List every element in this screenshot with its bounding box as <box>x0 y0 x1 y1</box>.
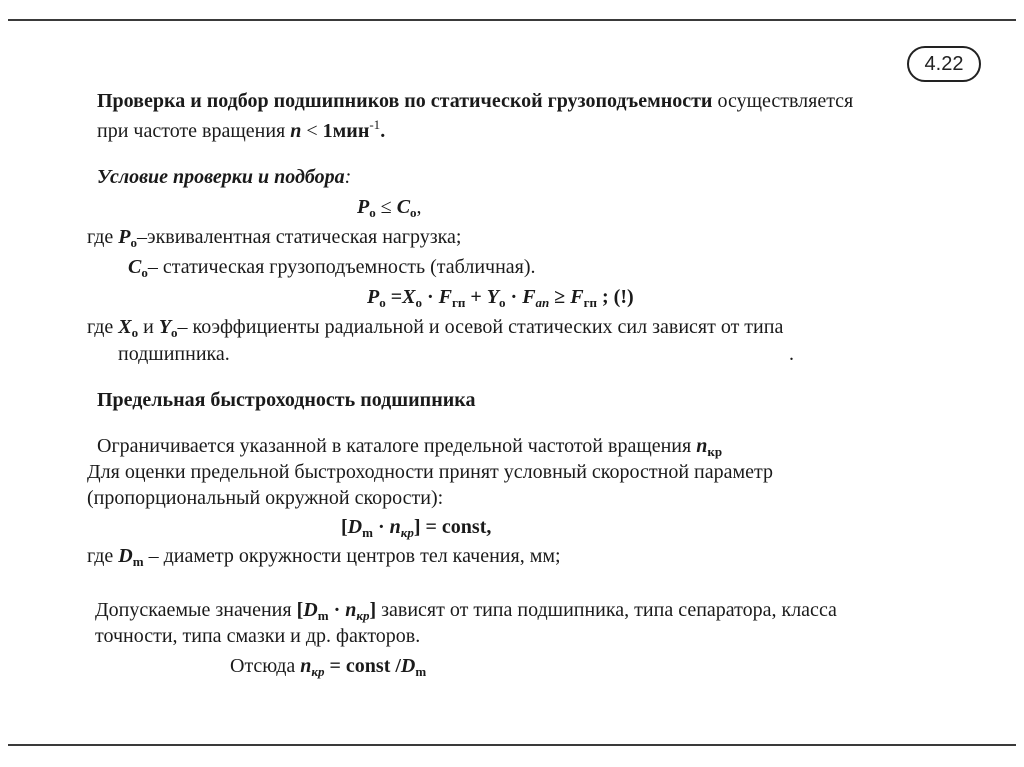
intro-line-1 <box>97 88 853 114</box>
def1-text: –эквивалентная статическая нагрузка; <box>136 226 462 248</box>
def3-text: – коэффициенты радиальной и осевой статических сил зависят от типа <box>177 316 784 338</box>
formula2-Y: Y <box>486 286 500 308</box>
formula2-ge: ≥ <box>549 286 571 308</box>
formula1-P-sub: о <box>369 205 376 220</box>
formula2-Y-sub: о <box>499 295 506 310</box>
formula1-end: , <box>416 196 422 218</box>
allowed-D-sub: m <box>317 608 329 623</box>
def3-prefix: где <box>87 316 119 338</box>
intro-exponent: -1 <box>369 117 381 132</box>
def3-X-sub: о <box>131 325 139 340</box>
def1-P-sub: о <box>130 235 137 250</box>
allowed-line-2: точности, типа смазки и др. факторов. <box>95 625 421 647</box>
intro-bold-title: Проверка и подбор подшипников по статической грузоподъемности <box>97 90 713 112</box>
intro-end: . <box>380 120 386 142</box>
def3-and: и <box>138 316 159 338</box>
formula-1 <box>357 194 422 220</box>
speed-line-3: (пропорциональный окружной скорости): <box>87 487 444 509</box>
formula1-P: P <box>357 196 370 218</box>
intro-lt: < <box>301 120 323 142</box>
intro-rest: осуществляется <box>712 90 854 112</box>
bottom-rule <box>8 744 1016 746</box>
formula2-plus: + <box>465 286 487 308</box>
intro-value: 1мин <box>322 120 370 142</box>
formula3-open: [ <box>341 516 348 538</box>
final-D: D <box>400 655 416 677</box>
allowed-open: [ <box>296 599 304 621</box>
speed-line-2: Для оценки предельной быстроходности принят условный скоростной параметр <box>87 461 774 483</box>
def4-D-sub: m <box>132 554 144 569</box>
definition-p <box>87 224 461 250</box>
def2-C: C <box>128 256 142 278</box>
formula2-F2-sub: ап <box>535 295 550 310</box>
allowed-D: D <box>303 599 318 621</box>
allowed-n-sub: кр <box>356 608 370 623</box>
formula2-eq: = <box>385 286 403 308</box>
allowed-close: ] <box>369 599 377 621</box>
formula2-F3: F <box>570 286 584 308</box>
def4-prefix: где <box>87 545 119 567</box>
final-formula <box>230 653 426 679</box>
speed-n-sub: кр <box>707 444 723 459</box>
allowed-n: n <box>345 599 357 621</box>
formula2-F2: F <box>522 286 536 308</box>
def1-P: P <box>118 226 131 248</box>
formula3-n: n <box>389 516 401 538</box>
def4-text: – диаметр окружности центров тел качения, мм; <box>143 545 561 567</box>
def3-Y: Y <box>158 316 172 338</box>
intro-line2-prefix: при частоте вращения <box>97 120 291 142</box>
speed-heading: Предельная быстроходность подшипника <box>97 389 476 411</box>
final-n: n <box>300 655 312 677</box>
slide-number-badge: 4.22 <box>907 46 981 82</box>
formula2-F1: F <box>438 286 452 308</box>
formula2-X-sub: о <box>415 295 422 310</box>
formula2-F3-sub: гп <box>583 295 597 310</box>
formula2-X: X <box>402 286 416 308</box>
intro-line-2 <box>97 118 385 144</box>
allowed-prefix: Допускаемые значения <box>95 599 297 621</box>
allowed-dot: · <box>328 599 346 621</box>
intro-n: n <box>290 120 302 142</box>
condition-heading <box>97 164 351 190</box>
final-prefix: Отсюда <box>230 655 301 677</box>
final-eq: = const / <box>324 655 401 677</box>
formula2-tail: ; (!) <box>597 286 634 308</box>
formula1-le: ≤ <box>375 196 397 218</box>
condition-heading-text: Условие проверки и подбора <box>97 166 345 188</box>
definition-c <box>128 254 536 280</box>
definition-d <box>87 543 561 569</box>
def2-text: – статическая грузоподъемность (табличная). <box>147 256 536 278</box>
formula1-C: C <box>396 196 411 218</box>
def2-C-sub: о <box>141 265 148 280</box>
speed-n: n <box>696 435 708 457</box>
formula3-close: ] = const, <box>413 516 492 538</box>
definition-xy <box>87 314 783 340</box>
definition-xy-line2: подшипника. <box>118 343 230 365</box>
formula3-dot: · <box>372 516 390 538</box>
def1-prefix: где <box>87 226 119 248</box>
top-rule <box>8 19 1016 21</box>
formula1-C-sub: о <box>410 205 417 220</box>
formula3-D-sub: m <box>362 525 373 540</box>
speed-line-1 <box>97 433 722 459</box>
formula2-dot1: · <box>421 286 439 308</box>
formula3-D: D <box>347 516 363 538</box>
stray-dot: . <box>789 343 794 365</box>
formula2-P-sub: о <box>379 295 386 310</box>
formula-3 <box>341 514 491 540</box>
formula2-F1-sub: гп <box>451 295 466 310</box>
final-D-sub: m <box>415 664 427 679</box>
formula-2 <box>367 284 634 310</box>
speed-line1-text: Ограничивается указанной в каталоге предельной частотой вращения <box>97 435 697 457</box>
allowed-line-1 <box>95 597 837 623</box>
def3-X: X <box>118 316 132 338</box>
condition-colon: : <box>344 166 352 188</box>
final-n-sub: кр <box>311 664 325 679</box>
allowed-text: зависят от типа подшипника, типа сепаратора, класса <box>376 599 837 621</box>
def4-D: D <box>118 545 133 567</box>
formula2-P: P <box>367 286 380 308</box>
formula2-dot2: · <box>505 286 523 308</box>
def3-Y-sub: о <box>171 325 178 340</box>
formula3-n-sub: кр <box>400 525 414 540</box>
